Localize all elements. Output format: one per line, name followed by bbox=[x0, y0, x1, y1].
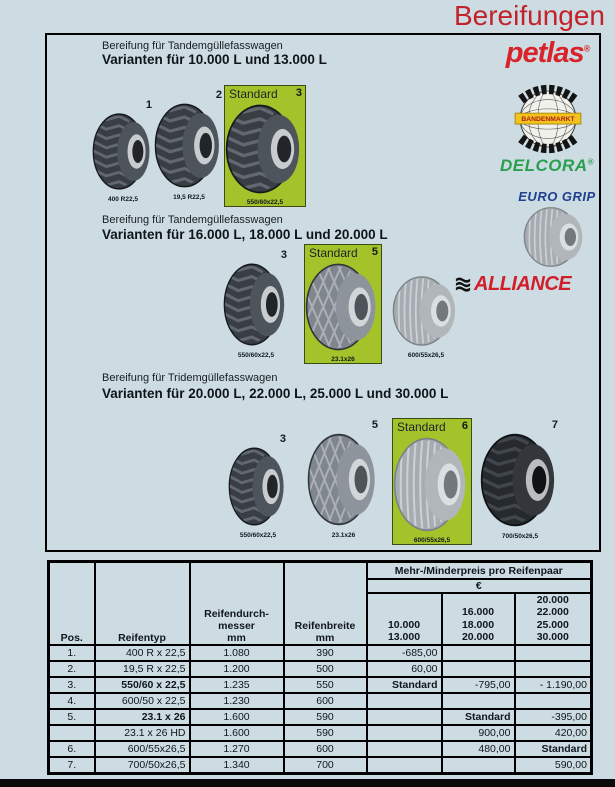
table-cell: 23.1 x 26 bbox=[95, 709, 190, 725]
section-heading: Bereifung für Tandemgüllefasswagen bbox=[102, 40, 283, 52]
tire-size-label: 550/60x22,5 bbox=[239, 532, 277, 539]
petlas-text: petlas bbox=[505, 37, 584, 69]
tire-item bbox=[154, 89, 224, 201]
table-cell: 1.270 bbox=[190, 741, 284, 757]
table-cell: 19,5 R x 22,5 bbox=[95, 661, 190, 677]
table-cell: 4. bbox=[49, 693, 95, 709]
table-cell: 1.600 bbox=[190, 709, 284, 725]
table-cell bbox=[515, 661, 592, 677]
tire-number: 3 bbox=[295, 87, 302, 99]
price-group-header: Mehr-/Minderpreis pro Reifenpaar bbox=[367, 562, 592, 580]
table-cell: 400 R x 22,5 bbox=[95, 645, 190, 661]
bottom-bar bbox=[0, 779, 615, 787]
tire-image bbox=[305, 262, 381, 352]
table-cell: -795,00 bbox=[442, 677, 515, 693]
table-row bbox=[49, 725, 592, 741]
tire-item bbox=[228, 433, 288, 539]
table-cell bbox=[367, 725, 442, 741]
page-title: Bereifungen bbox=[453, 0, 605, 31]
tire-item bbox=[223, 249, 289, 359]
tire-number: 3 bbox=[280, 249, 287, 261]
tire-image bbox=[392, 275, 460, 347]
table-cell bbox=[515, 693, 592, 709]
table-cell: 420,00 bbox=[515, 725, 592, 741]
table-cell: 7. bbox=[49, 757, 95, 774]
section-heading: Bereifung für Tridemgüllefasswagen bbox=[102, 372, 278, 384]
table-cell: 590 bbox=[284, 709, 367, 725]
table-cell: 500 bbox=[284, 661, 367, 677]
standard-label: Standard bbox=[229, 87, 278, 101]
table-row bbox=[49, 693, 592, 709]
bandenmarkt-logo bbox=[502, 81, 594, 157]
standard-tire-box bbox=[304, 244, 382, 364]
table-cell: 5. bbox=[49, 709, 95, 725]
tire-number: 6 bbox=[461, 420, 468, 432]
table-row bbox=[49, 645, 592, 661]
registered-mark: ® bbox=[583, 43, 591, 54]
table-cell: 590 bbox=[284, 725, 367, 741]
tire-image bbox=[92, 112, 154, 191]
tire-image bbox=[480, 432, 560, 528]
tire-item bbox=[392, 262, 460, 359]
table-cell bbox=[442, 693, 515, 709]
table-row bbox=[49, 661, 592, 677]
eurogrip-tire-image bbox=[523, 206, 587, 268]
table-cell: 550/60 x 22,5 bbox=[95, 677, 190, 693]
tire-image bbox=[307, 432, 380, 527]
table-cell: -395,00 bbox=[515, 709, 592, 725]
standard-label: Standard bbox=[397, 420, 446, 434]
table-cell: 900,00 bbox=[442, 725, 515, 741]
table-cell: 700 bbox=[284, 757, 367, 774]
table-cell bbox=[442, 757, 515, 774]
table-cell: - 1.190,00 bbox=[515, 677, 592, 693]
tire-image bbox=[228, 446, 288, 527]
tire-image bbox=[154, 102, 224, 189]
currency-header: € bbox=[367, 579, 592, 593]
table-cell: 550 bbox=[284, 677, 367, 693]
tire-size-label: 19,5 R22,5 bbox=[173, 194, 205, 201]
registered-mark: ® bbox=[587, 157, 594, 167]
tire-number: 7 bbox=[551, 419, 558, 431]
section-variants: Varianten für 16.000 L, 18.000 L und 20.000 L bbox=[102, 227, 388, 242]
table-header-cell: Reifendurch- messer mm bbox=[190, 562, 284, 645]
table-cell: 600 bbox=[284, 741, 367, 757]
tire-size-label: 700/50x26,5 bbox=[501, 533, 539, 540]
tire-size-label: 23.1x26 bbox=[331, 532, 356, 539]
tire-size-label: 550/60x22,5 bbox=[237, 352, 275, 359]
section-variants: Varianten für 10.000 L und 13.000 L bbox=[102, 52, 327, 67]
standard-tire-box bbox=[224, 85, 306, 207]
table-cell: 1.340 bbox=[190, 757, 284, 774]
table-header-cell: Reifenbreite mm bbox=[284, 562, 367, 645]
tire-size-label: 400 R22,5 bbox=[108, 196, 138, 203]
table-cell bbox=[442, 645, 515, 661]
tire-image bbox=[223, 262, 289, 347]
table-cell: -685,00 bbox=[367, 645, 442, 661]
section-variants: Varianten für 20.000 L, 22.000 L, 25.000 L und 30.000 L bbox=[102, 386, 449, 401]
table-cell: 60,00 bbox=[367, 661, 442, 677]
table-cell: 1.235 bbox=[190, 677, 284, 693]
tire-number: 1 bbox=[145, 99, 152, 111]
eurogrip-logo: EURO GRIP bbox=[518, 189, 596, 204]
table-cell: 3. bbox=[49, 677, 95, 693]
table-cell: 1.200 bbox=[190, 661, 284, 677]
table-cell: 1.080 bbox=[190, 645, 284, 661]
table-cell bbox=[49, 725, 95, 741]
table-row bbox=[49, 757, 592, 774]
capacity-header-cell: 10.000 13.000 bbox=[367, 593, 442, 645]
tire-number: 2 bbox=[215, 89, 222, 101]
tire-item bbox=[480, 419, 560, 540]
table-cell bbox=[367, 693, 442, 709]
tire-number: 5 bbox=[371, 419, 378, 431]
tire-image bbox=[225, 103, 305, 195]
delcora-text: DELCORA bbox=[500, 156, 588, 175]
table-cell bbox=[367, 741, 442, 757]
price-table bbox=[47, 560, 593, 775]
alliance-logo bbox=[454, 273, 606, 296]
table-row bbox=[49, 741, 592, 757]
table-cell: Standard bbox=[367, 677, 442, 693]
table-cell: Standard bbox=[442, 709, 515, 725]
standard-label: Standard bbox=[309, 246, 358, 260]
table-cell bbox=[515, 645, 592, 661]
tire-size-label: 23.1x26 bbox=[331, 356, 355, 363]
table-cell: Standard bbox=[515, 741, 592, 757]
petlas-logo bbox=[493, 37, 603, 70]
table-header-cell: Pos. bbox=[49, 562, 95, 645]
bandenmarkt-text: BANDENMARKT bbox=[521, 116, 575, 124]
table-header-cell: Reifentyp bbox=[95, 562, 190, 645]
capacity-header-cell: 20.000 22.000 25.000 30.000 bbox=[515, 593, 592, 645]
table-cell: 480,00 bbox=[442, 741, 515, 757]
table-cell: 390 bbox=[284, 645, 367, 661]
table-cell: 1. bbox=[49, 645, 95, 661]
table-cell bbox=[367, 709, 442, 725]
delcora-logo bbox=[495, 156, 599, 176]
table-cell: 23.1 x 26 HD bbox=[95, 725, 190, 741]
table-row bbox=[49, 677, 592, 693]
tire-size-label: 550/60x22,5 bbox=[246, 199, 284, 206]
table-cell: 600/50 x 22,5 bbox=[95, 693, 190, 709]
table-cell: 700/50x26,5 bbox=[95, 757, 190, 774]
tire-item bbox=[307, 419, 380, 539]
tire-size-label: 600/55x26,5 bbox=[413, 537, 451, 544]
tire-number: 3 bbox=[279, 433, 286, 445]
table-cell: 2. bbox=[49, 661, 95, 677]
table-cell bbox=[367, 757, 442, 774]
tire-image bbox=[393, 436, 471, 533]
table-cell: 590,00 bbox=[515, 757, 592, 774]
table-cell: 6. bbox=[49, 741, 95, 757]
standard-tire-box bbox=[392, 418, 472, 545]
table-cell: 600/55x26,5 bbox=[95, 741, 190, 757]
alliance-flag-icon bbox=[454, 277, 472, 293]
capacity-header-cell: 16.000 18.000 20.000 bbox=[442, 593, 515, 645]
tire-number: 5 bbox=[371, 246, 378, 258]
table-row bbox=[49, 709, 592, 725]
tire-item bbox=[92, 99, 154, 203]
section-heading: Bereifung für Tandemgüllefasswagen bbox=[102, 214, 283, 226]
tire-overview-panel bbox=[45, 33, 601, 552]
tire-size-label: 600/55x26,5 bbox=[407, 352, 445, 359]
table-cell: 600 bbox=[284, 693, 367, 709]
table-cell: 1.230 bbox=[190, 693, 284, 709]
table-cell: 1.600 bbox=[190, 725, 284, 741]
alliance-text: ALLIANCE bbox=[474, 273, 572, 295]
table-cell bbox=[442, 661, 515, 677]
